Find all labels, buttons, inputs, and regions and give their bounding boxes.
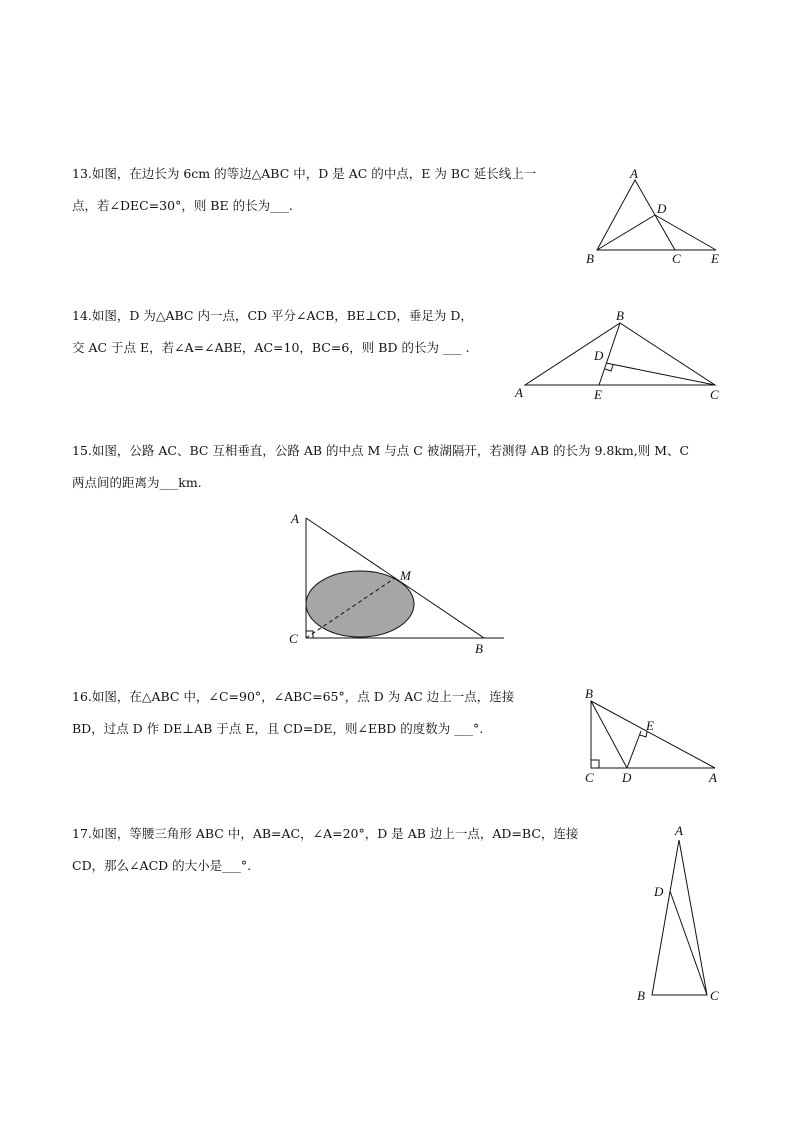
problem-16-line-2: BD，过点 D 作 DE⊥AB 于点 E，且 CD=DE，则∠EBD 的度数为 ___°. [72, 721, 484, 736]
label-e: E [711, 251, 719, 266]
label-d: D [622, 770, 632, 785]
label-b: B [586, 251, 594, 266]
segment-bd [597, 215, 655, 250]
problem-15-figure [282, 498, 512, 660]
problem-16-figure [580, 685, 730, 787]
label-a: A [709, 770, 717, 785]
label-d: D [594, 348, 604, 363]
label-e: E [646, 718, 654, 733]
problem-13-line-1: 13.如图，在边长为 6cm 的等边△ABC 中，D 是 AC 的中点，E 为 BC 延长线上一 [72, 166, 537, 181]
label-m: M [400, 568, 411, 583]
problem-13-line-2: 点，若∠DEC=30°，则 BE 的长为___. [72, 198, 293, 213]
label-c: C [672, 251, 681, 266]
problem-15-line-2: 两点间的距离为___km. [72, 475, 202, 490]
problem-17-figure [630, 820, 730, 1010]
right-angle-mark-c [591, 760, 599, 768]
label-c: C [289, 631, 298, 646]
label-c: C [710, 988, 719, 1003]
problem-14-line-1: 14.如图，D 为△ABC 内一点，CD 平分∠ACB，BE⊥CD，垂足为 D， [72, 308, 473, 323]
label-b: B [616, 308, 624, 323]
label-a: A [630, 166, 638, 181]
label-e: E [594, 387, 602, 402]
problem-17-line-2: CD，那么∠ACD 的大小是___°. [72, 858, 252, 873]
lake [306, 571, 414, 637]
problem-14-line-2: 交 AC 于点 E，若∠A=∠ABE，AC=10，BC=6，则 BD 的长为 ___ . [72, 340, 470, 355]
label-a: A [291, 511, 299, 526]
problem-14-figure [510, 305, 735, 405]
segment-de [627, 731, 641, 768]
label-c: C [710, 387, 719, 402]
problem-16-line-1: 16.如图，在△ABC 中，∠C=90°，∠ABC=65°，点 D 为 AC 边上一点，连接 [72, 689, 515, 704]
segment-de [655, 215, 716, 250]
label-c: C [585, 770, 594, 785]
label-d: D [657, 201, 667, 216]
label-b: B [637, 988, 645, 1003]
triangle-abc [525, 323, 715, 385]
problem-17-line-1: 17.如图，等腰三角形 ABC 中，AB=AC，∠A=20°，D 是 AB 边上一点，AD=BC，连接 [72, 826, 579, 841]
problem-15-line-1: 15.如图，公路 AC、BC 互相垂直，公路 AB 的中点 M 与点 C 被湖隔开，若测得 AB 的长为 9.8km,则 M、C [72, 443, 690, 458]
label-b: B [585, 686, 593, 701]
label-b: B [475, 641, 483, 656]
triangle-abc [591, 701, 715, 768]
segment-cd [670, 891, 707, 995]
problem-13-figure [580, 162, 730, 272]
label-a: A [515, 385, 523, 400]
right-angle-mark-d [605, 365, 613, 371]
label-d: D [654, 884, 664, 899]
label-a: A [675, 823, 683, 838]
